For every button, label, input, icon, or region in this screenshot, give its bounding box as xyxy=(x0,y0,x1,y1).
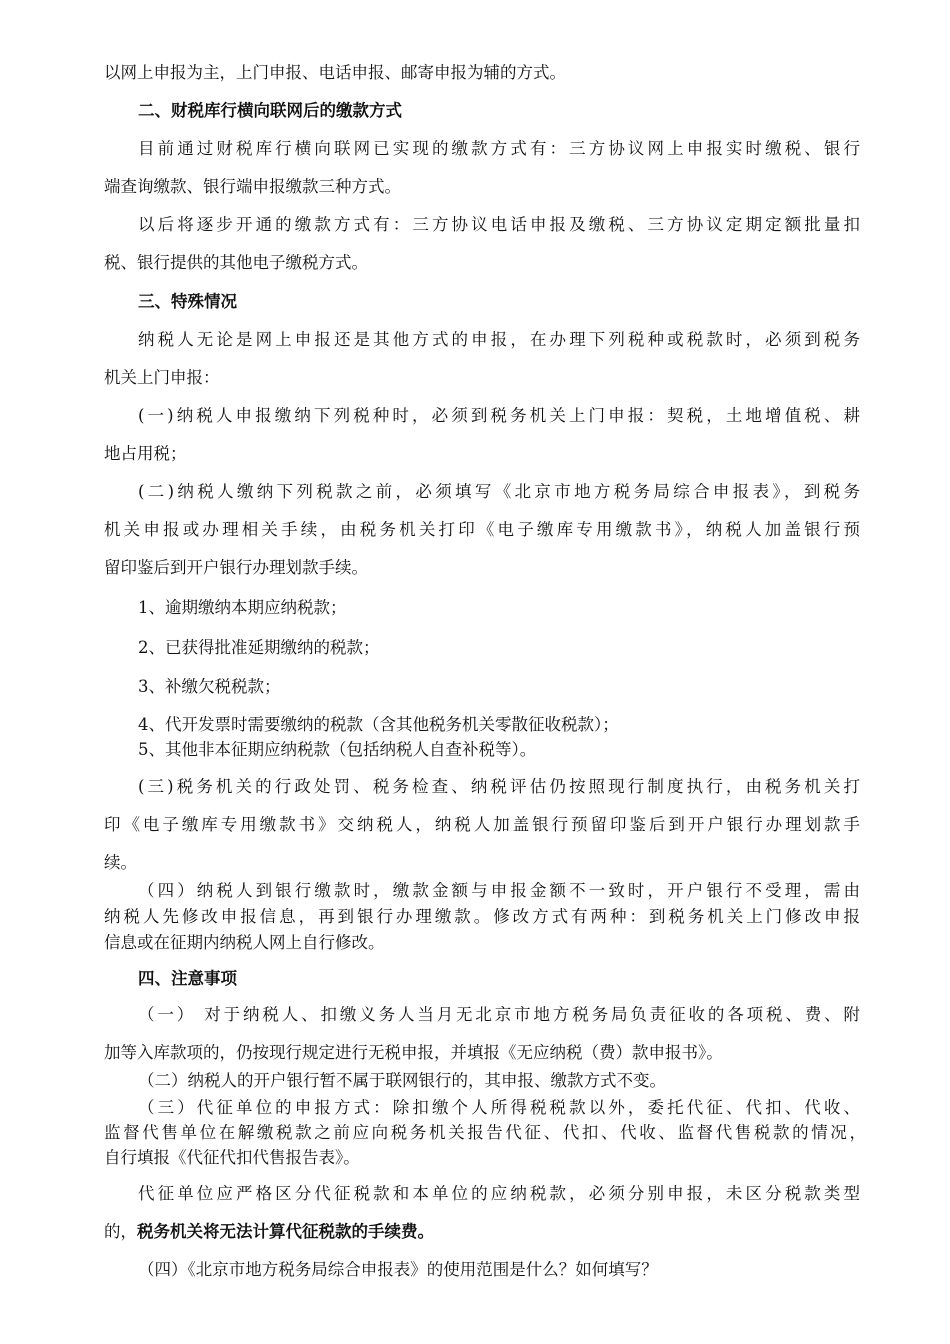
paragraph-line: 纳税人无论是网上申报还是其他方式的申报，在办理下列税种或税款时，必须到税务 xyxy=(138,330,860,349)
paragraph-line xyxy=(104,1221,434,1243)
paragraph-line: 机关申报或办理相关手续，由税务机关打印《电子缴库专用缴款书》，纳税人加盖银行预 xyxy=(104,520,860,539)
paragraph-line: (二)纳税人缴纳下列税款之前，必须填写《北京市地方税务局综合申报表》，到税务 xyxy=(138,482,860,501)
paragraph-line: 目前通过财税库行横向联网已实现的缴款方式有：三方协议网上申报实时缴税、银行 xyxy=(138,139,860,158)
paragraph-line: 纳税人先修改申报信息，再到银行办理缴款。修改方式有两种：到税务机关上门修改申报 xyxy=(104,907,860,926)
paragraph-line: （三）代征单位的申报方式：除扣缴个人所得税税款以外，委托代征、代扣、代收、 xyxy=(138,1098,860,1117)
paragraph-line: 信息或在征期内纳税人网上自行修改。 xyxy=(104,933,385,952)
list-item: 5、其他非本征期应纳税款（包括纳税人自查补税等）。 xyxy=(138,740,537,759)
paragraph-line: 监督代售单位在解缴税款之前应向税务机关报告代征、代扣、代收、监督代售税款的情况， xyxy=(104,1123,866,1142)
paragraph-line: 自行填报《代征代扣代售报告表》。 xyxy=(104,1148,360,1167)
paragraph-line: (三)税务机关的行政处罚、税务检查、纳税评估仍按照现行制度执行，由税务机关打 xyxy=(138,777,860,796)
paragraph-line: 机关上门申报： xyxy=(104,368,220,387)
list-item: 3、补缴欠税税款； xyxy=(138,677,281,696)
paragraph-line: 加等入库款项的，仍按现行规定进行无税申报，并填报《无应纳税（费）款申报书》。 xyxy=(104,1043,723,1062)
paragraph-line: （四）纳税人到银行缴款时，缴款金额与申报金额不一致时，开户银行不受理，需由 xyxy=(138,881,860,900)
list-item: 4、代开发票时需要缴纳的税款（含其他税务机关零散征收税款）； xyxy=(138,715,619,734)
paragraph-line: 代征单位应严格区分代征税款和本单位的应纳税款，必须分别申报，未区分税款类型 xyxy=(138,1184,860,1203)
section-heading: 三、特殊情况 xyxy=(138,292,237,311)
list-item: 2、已获得批准延期缴纳的税款； xyxy=(138,638,380,657)
emphasis-text: 税务机关将无法计算代征税款的手续费。 xyxy=(137,1222,434,1241)
paragraph-line: 以后将逐步开通的缴款方式有：三方协议电话申报及缴税、三方协议定期定额批量扣 xyxy=(138,215,860,234)
paragraph-text: 的， xyxy=(104,1222,137,1241)
paragraph-line: 以网上申报为主，上门申报、电话申报、邮寄申报为辅的方式。 xyxy=(104,63,566,82)
section-heading: 二、财税库行横向联网后的缴款方式 xyxy=(138,101,402,120)
paragraph-line: (一)纳税人申报缴纳下列税种时，必须到税务机关上门申报：契税，土地增值税、耕 xyxy=(138,406,860,425)
section-heading: 四、注意事项 xyxy=(138,969,237,988)
paragraph-line: 地占用税； xyxy=(104,444,187,463)
paragraph-line: （二）纳税人的开户银行暂不属于联网银行的，其申报、缴款方式不变。 xyxy=(138,1071,666,1090)
paragraph-line: 端查询缴款、银行端申报缴款三种方式。 xyxy=(104,177,401,196)
list-item: 1、逾期缴纳本期应纳税款； xyxy=(138,598,347,617)
paragraph-line: 印《电子缴库专用缴款书》交纳税人，纳税人加盖银行预留印鉴后到开户银行办理划款手 xyxy=(104,815,860,834)
paragraph-line: 续。 xyxy=(104,853,137,872)
paragraph-line: 留印鉴后到开户银行办理划款手续。 xyxy=(104,558,368,577)
paragraph-line: （一） 对于纳税人、扣缴义务人当月无北京市地方税务局负责征收的各项税、费、附 xyxy=(138,1005,860,1024)
paragraph-line: （四）《北京市地方税务局综合申报表》的使用范围是什么？如何填写？ xyxy=(138,1260,658,1279)
paragraph-line: 税、银行提供的其他电子缴税方式。 xyxy=(104,253,368,272)
